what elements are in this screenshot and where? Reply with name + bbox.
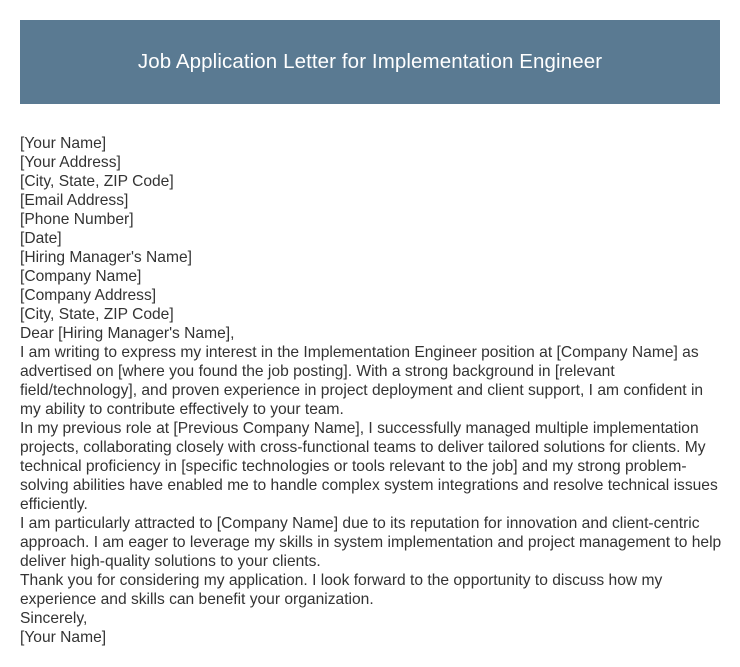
sender-phone: [Phone Number] <box>20 211 134 228</box>
salutation: Dear [Hiring Manager's Name], <box>20 325 235 342</box>
recipient-block <box>20 248 722 324</box>
paragraph-experience: In my previous role at [Previous Company Name], I successfully managed multiple implementation projects, collaborating closely with cross-functional teams to deliver tailored solutions for clients. My technical proficiency in [specific technologies or tools relevant to the job] and my strong problem-solving abilities have enabled me to handle complex system integrations and resolve technical issues efficiently. <box>20 420 718 513</box>
recipient-name: [Hiring Manager's Name] <box>20 249 192 266</box>
paragraph-intro: I am writing to express my interest in the Implementation Engineer position at [Company Name] as advertised on [where you found the job posting]. With a strong background in [relevant field/technology], and proven experience in project deployment and client support, I am confident in my ability to contribute effectively to your team. <box>20 344 704 418</box>
letter-body <box>20 134 722 647</box>
paragraph-motivation: I am particularly attracted to [Company Name] due to its reputation for innovation and client-centric approach. I am eager to leverage my skills in system implementation and project management to help deliver high-quality solutions to your clients. <box>20 515 722 570</box>
sender-email: [Email Address] <box>20 192 129 209</box>
closing: Sincerely, <box>20 610 88 627</box>
paragraph-thanks: Thank you for considering my application. I look forward to the opportunity to discuss how my experience and skills can benefit your organization. <box>20 572 663 608</box>
sender-city-state-zip: [City, State, ZIP Code] <box>20 173 174 190</box>
recipient-company: [Company Name] <box>20 268 142 285</box>
sender-name: [Your Name] <box>20 135 107 152</box>
signature: [Your Name] <box>20 629 107 646</box>
letter-date: [Date] <box>20 230 62 247</box>
recipient-city-state-zip: [City, State, ZIP Code] <box>20 306 174 323</box>
recipient-address: [Company Address] <box>20 287 157 304</box>
sender-address: [Your Address] <box>20 154 121 171</box>
sender-block <box>20 134 722 248</box>
page-title: Job Application Letter for Implementation Engineer <box>137 50 603 73</box>
title-banner <box>20 20 720 104</box>
